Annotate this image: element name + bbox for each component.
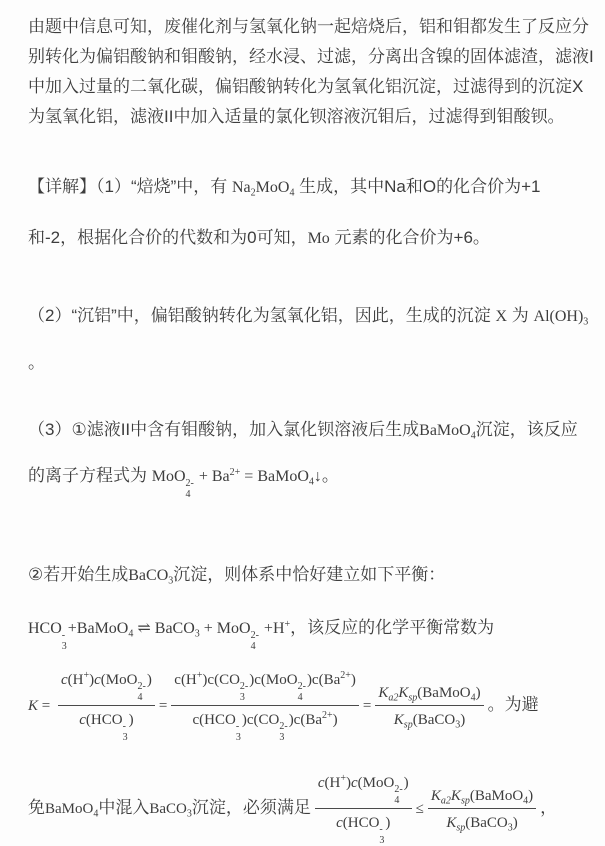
detail-part2-line-2: 。 bbox=[28, 353, 45, 372]
charge-stack: 2- 4 bbox=[185, 478, 194, 500]
k-expression-equation: K = c(H+)c(MoO 2- 4 ) c(HCO - 3 ) = c(H+)c(CO 2- 3 )c(MoO 2- 4 )$c(Ba^{2+})$ c(HCO - 3 )c(CO 2- 3 )$c(Ba^{2+})$ = $\frac{K_{a2}K_{sp}(BaMoO_4)}{K_{sp}(BaCO_3)}$ 。为避 bbox=[28, 670, 539, 743]
ionic-equation-line: 的离子方程式为 MoO 2- 4 + $Ba^{2+}$ = BaMoO$_4$↓。 bbox=[28, 466, 339, 500]
intro-line-4: 为氢氧化铝，滤液II中加入适量的氯化钡溶液沉钼后，过滤得到钼酸钡。 bbox=[28, 107, 565, 126]
fraction: c(H+)c(MoO 2- 4 ) c(HCO - 3 ) bbox=[315, 771, 412, 846]
detail-part2-line-1: （2）“沉铝”中，偏铝酸钠转化为氢氧化铝，因此，生成的沉淀 X 为 $Al(OH)_3$ bbox=[28, 306, 589, 328]
detail-part1-line-1: 【详解】（1）“焙烧”中，有 $Na_2MoO_4$ 生成，其中Na和O的化合价为+1 bbox=[28, 177, 541, 199]
charge-stack: 2- 4 bbox=[394, 784, 403, 806]
equilibrium-equation-line: HCO - 3 +BaMoO$_4$ ⇌ BaCO$_3$ + MoO 2- 4 +H+，该反应的化学平衡常数为 bbox=[28, 618, 495, 652]
fraction: c(H+)c(CO 2- 3 )c(MoO 2- 4 )$c(Ba^{2+})$ c(HCO - 3 )c(CO 2- 3 )$c(Ba^{2+})$ bbox=[171, 668, 359, 743]
charge-stack: - 3 bbox=[379, 824, 385, 846]
conclusion-line: 免BaMoO$_4$中混入BaCO$_3$沉淀，必须满足 c(H+)c(MoO 2- 4 ) c(HCO - 3 ) ≤ $\frac{K_{a2}K_{sp}(BaMoO_4)}{K_{sp}(BaCO_3)}$ ， bbox=[28, 773, 558, 846]
fraction: $\frac{K_{a2}K_{sp}(BaMoO_4)}{K_{sp}(BaCO_3)}$ bbox=[428, 784, 536, 833]
intro-line-3: 中加入过量的二氧化碳，偏铝酸钠转化为氢氧化铝沉淀，过滤得到的沉淀X bbox=[28, 77, 584, 96]
charge-stack: 2- 4 bbox=[250, 630, 259, 652]
detail-part3-sub2-line: ②若开始生成BaCO$_3$沉淀，则体系中恰好建立如下平衡： bbox=[28, 565, 446, 587]
intro-line-1: 由题中信息可知，废催化剂与氢氧化钠一起焙烧后，铝和钼都发生了反应分 bbox=[28, 17, 589, 36]
charge-stack: 2- 4 bbox=[297, 681, 306, 703]
detail-part1-line-2: 和-2，根据化合价的代数和为0可知，Mo 元素的化合价为+6。 bbox=[28, 228, 490, 247]
charge-stack: 2- 4 bbox=[137, 681, 146, 703]
charge-stack: - 3 bbox=[122, 721, 128, 743]
fraction: c(H+)c(MoO 2- 4 ) c(HCO - 3 ) bbox=[58, 668, 155, 743]
charge-stack: - 3 bbox=[235, 721, 241, 743]
charge-stack: 2- 3 bbox=[239, 681, 249, 703]
charge-stack: - 3 bbox=[61, 630, 67, 652]
charge-stack: 2- 3 bbox=[279, 721, 288, 743]
intro-line-2: 别转化为偏铝酸钠和钼酸钠，经水浸、过滤，分离出含镍的固体滤渣，滤液I bbox=[28, 47, 594, 66]
fraction: $\frac{K_{a2}K_{sp}(BaMoO_4)}{K_{sp}(BaCO_3)}$ bbox=[375, 681, 483, 730]
detail-part3-line-1: （3）①滤液II中含有钼酸钠，加入氯化钡溶液后生成BaMoO$_4$沉淀，该反应 bbox=[28, 420, 578, 442]
